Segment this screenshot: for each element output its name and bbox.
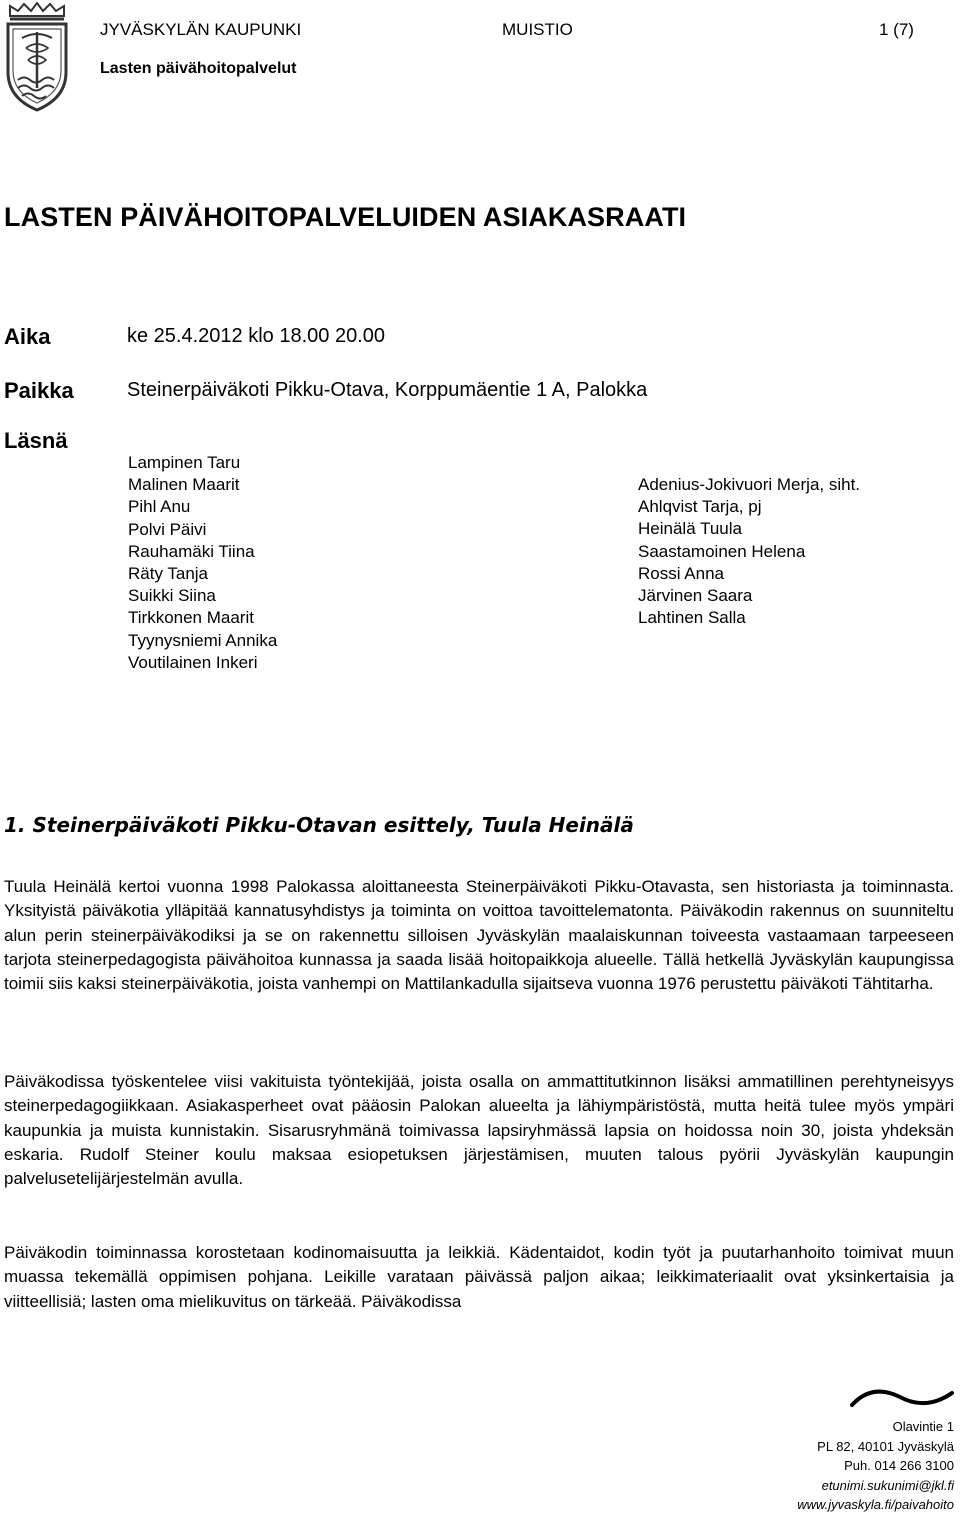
city-logo-swoosh-icon [850,1385,954,1411]
attendee-list-left [128,452,277,674]
attendee-name: Suikki Siina [128,586,216,606]
place-label: Paikka [4,378,74,403]
section-paragraph: Päiväkodin toiminnassa korostetaan kodinomaisuutta ja leikkiä. Kädentaidot, kodin työt ja puutarhanhoito toimivat muun muassa tekemällä oppimisen pohjana. Leikille varataan päivässä paljon aikaa; leikkimateriaalit ovat yksinkertaisia ja viitteellisiä; lasten oma mielikuvitus on tärkeää. Päiväkodissa [4,1243,954,1311]
header-organization: JYVÄSKYLÄN KAUPUNKI [100,20,302,39]
attendee-name: Voutilainen Inkeri [128,652,258,672]
attendee-name: Polvi Päivi [128,519,207,539]
present-label: Läsnä [4,428,68,453]
attendee-name: Järvinen Saara [638,586,753,606]
city-crest-icon [4,2,70,112]
time-label: Aika [4,324,51,349]
document-title: LASTEN PÄIVÄHOITOPALVELUIDEN ASIAKASRAATI [4,202,687,232]
attendee-name: Heinälä Tuula [638,519,742,539]
attendee-name: Rossi Anna [638,563,724,583]
time-value: ke 25.4.2012 klo 18.00 20.00 [127,325,385,347]
footer-street: Olavintie 1 [892,1419,954,1434]
place-value: Steinerpäiväkoti Pikku-Otava, Korppumäentie 1 A, Palokka [127,379,648,401]
footer-phone: Puh. 014 266 3100 [844,1458,954,1473]
attendee-name: Rauhamäki Tiina [128,541,255,561]
section-paragraph: Päiväkodissa työskentelee viisi vakituista työntekijää, joista osalla on ammattitutkinnon lisäksi ammatillinen perehtyneisyys steinerpedagogiikkaan. Asiakasperheet ovat pääosin Palokan alueelta ja lähiympäristöstä, mutta heitä tulee myös ympäri kaupunkia ja muista kunnistakin. Sisarusryhmänä toimivassa lapsiryhmässä lapsia on hoidossa noin 30, joista yhdeksän eskaria. Rudolf Steiner koulu maksaa esiopetuksen järjestämisen, muuten talous pyörii Jyväskylän kaupungin palvelusetelijärjestelmän avulla. [4,1072,954,1189]
section-paragraph: Tuula Heinälä kertoi vuonna 1998 Palokassa aloittaneesta Steinerpäiväkoti Pikku-Otavasta, sen historiasta ja toiminnasta. Yksityistä päiväkotia ylläpitää kannatusyhdistys ja toiminta on voittoa tavoittelematonta. Päiväkodin rakennus on suunniteltu alun perin steinerpäiväkodiksi ja se on rakennettu silloisen Jyväskylän maalaiskunnan toiveesta vastaamaan tarpeeseen tarjota steinerpedagogista päivähoitoa kunnassa ja saada lisää hoitopaikkoja alueelle. Tällä hetkellä Jyväskylän kaupungissa toimii siis kaksi steinerpäiväkotia, joista vanhempi on Mattilankadulla sijaitseva vuonna 1976 perustettu päiväkoti Tähtitarha. [4,877,954,994]
header-department: Lasten päivähoitopalvelut [100,60,297,77]
attendee-name: Räty Tanja [128,564,209,584]
attendee-name: Ahlqvist Tarja, pj [638,497,762,517]
header-document-type: MUISTIO [502,20,573,39]
attendee-name: Adenius-Jokivuori Merja, siht. [638,475,861,494]
footer-email-link[interactable]: etunimi.sukunimi@jkl.fi [821,1477,954,1493]
footer-postal: PL 82, 40101 Jyväskylä [817,1438,954,1454]
attendee-name: Tirkkonen Maarit [128,608,254,628]
attendee-list-right [638,474,860,629]
footer-web-link[interactable]: www.jyvaskyla.fi/paivahoito [797,1497,954,1512]
section-heading: 1. Steinerpäiväkoti Pikku-Otavan esittely, Tuula Heinälä [4,813,634,837]
header-page-number: 1 (7) [879,20,914,39]
attendee-name: Lampinen Taru [128,453,241,472]
attendee-name: Malinen Maarit [128,475,240,495]
attendee-name: Saastamoinen Helena [638,541,806,561]
attendee-name: Pihl Anu [128,497,191,517]
footer-address-block [797,1417,954,1515]
attendee-name: Lahtinen Salla [638,608,746,628]
attendee-name: Tyynysniemi Annika [128,630,278,650]
